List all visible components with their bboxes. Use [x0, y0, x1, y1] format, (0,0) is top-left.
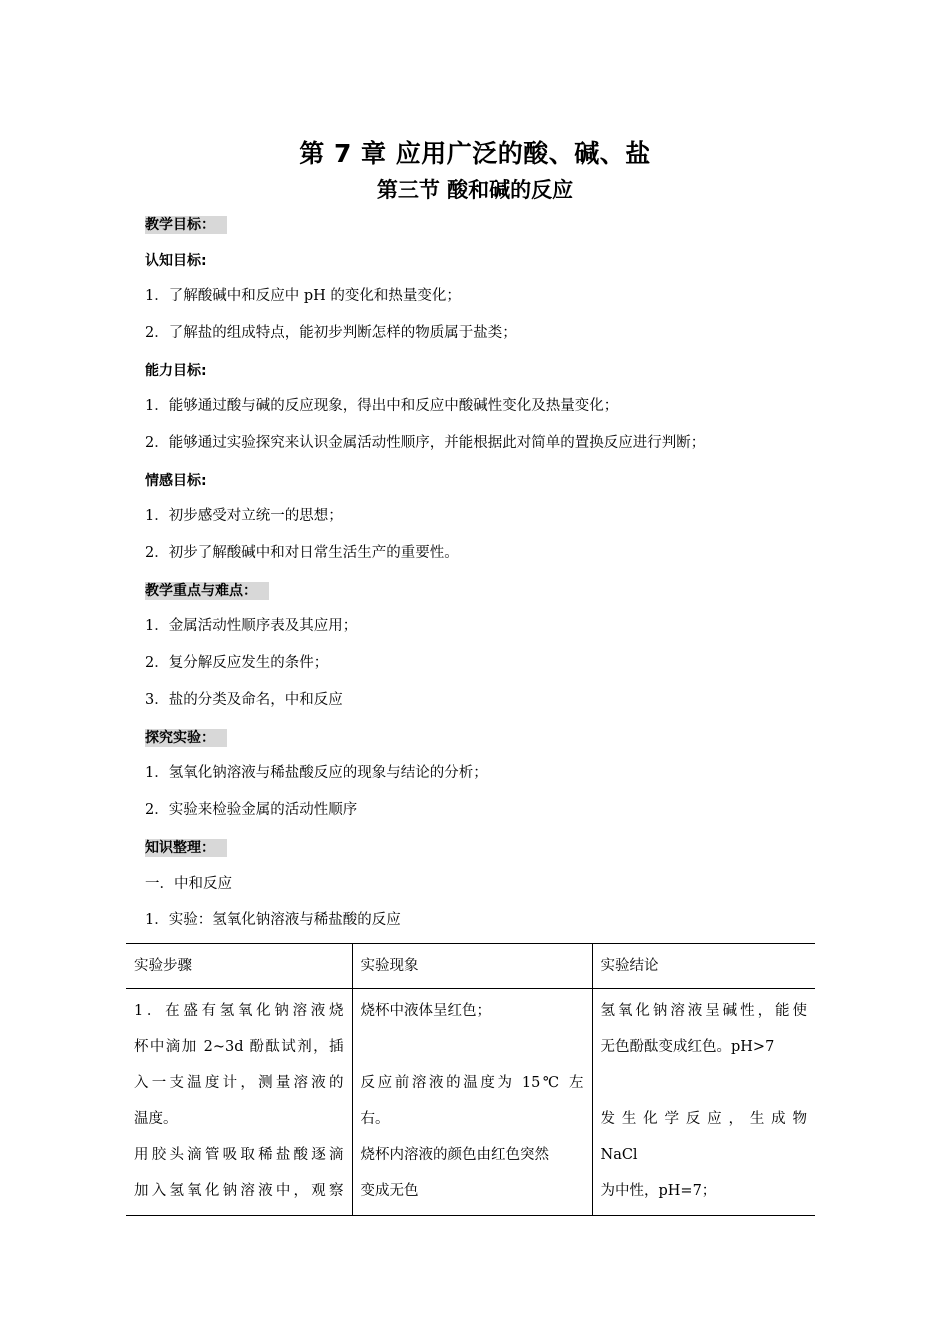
knowledge-sub: 1．实验：氢氧化钠溶液与稀盐酸的反应: [145, 912, 401, 928]
step-line: 加入氢氧化钠溶液中，观察: [134, 1183, 344, 1199]
conclusion-line: 发 生 化 学 反 应 ， 生 成 物: [600, 1111, 807, 1127]
phenomenon-line: 烧杯中液体呈红色；: [360, 1003, 491, 1019]
experiment-item: 1．氢氧化钠溶液与稀盐酸反应的现象与结论的分析；: [145, 765, 488, 781]
ability-goal-item: 2．能够通过实验探究来认识金属活动性顺序，并能根据此对简单的置换反应进行判断；: [145, 435, 706, 451]
phenomenon-line: 变成无色: [360, 1183, 419, 1199]
phenomenon-line: 反应前溶液的温度为 15℃ 左: [360, 1075, 584, 1091]
conclusion-line: 氢氧化钠溶液呈碱性，能使: [600, 1003, 807, 1019]
key-point-item: 2．复分解反应发生的条件；: [145, 655, 329, 671]
emotion-goal-item: 1．初步感受对立统一的思想；: [145, 508, 343, 524]
step-line: 用胶头滴管吸取稀盐酸逐滴: [134, 1147, 344, 1163]
phenomenon-line: 烧杯内溶液的颜色由红色突然: [360, 1147, 549, 1163]
experiment-table: [126, 943, 815, 1216]
key-points-heading: 教学重点与难点：: [145, 582, 269, 600]
section-title: 第三节 酸和碱的反应: [376, 178, 574, 202]
ability-goal-item: 1．能够通过酸与碱的反应现象，得出中和反应中酸碱性变化及热量变化；: [145, 398, 619, 414]
phenomena-cell: [352, 989, 592, 1216]
table-header-row: [126, 944, 815, 989]
chapter-title: 第 7 章 应用广泛的酸、碱、盐: [299, 139, 651, 168]
step-line: 杯中滴加 2~3d 酚酞试剂，插: [134, 1039, 344, 1055]
conclusion-line: 无色酚酞变成红色。pH>7: [600, 1039, 775, 1055]
step-line: 入一支温度计，测量溶液的: [134, 1075, 344, 1091]
experiment-item: 2．实验来检验金属的活动性顺序: [145, 802, 358, 818]
key-point-item: 1．金属活动性顺序表及其应用；: [145, 618, 358, 634]
step-line: 1．在盛有氢氧化钠溶液烧: [134, 1003, 344, 1019]
emotion-goal-item: 2．初步了解酸碱中和对日常生活生产的重要性。: [145, 545, 459, 561]
header-steps: 实验步骤: [126, 944, 352, 989]
conclusion-line: NaCl: [600, 1147, 638, 1163]
phenomenon-line: 右。: [360, 1111, 390, 1127]
knowledge-heading: 知识整理：: [145, 839, 227, 857]
cognitive-goal-item: 2．了解盐的组成特点，能初步判断怎样的物质属于盐类；: [145, 325, 517, 341]
conclusions-cell: [592, 989, 815, 1216]
steps-cell: [126, 989, 352, 1216]
experiments-heading: 探究实验：: [145, 729, 227, 747]
knowledge-section: 一．中和反应: [145, 876, 232, 892]
key-point-item: 3．盐的分类及命名，中和反应: [145, 692, 343, 708]
ability-goals-heading: 能力目标:: [145, 363, 207, 379]
cognitive-goals-heading: 认知目标:: [145, 253, 207, 269]
cognitive-goal-item: 1．了解酸碱中和反应中 pH 的变化和热量变化；: [145, 288, 461, 304]
step-line: 温度。: [134, 1111, 178, 1127]
teaching-goals-heading: 教学目标：: [145, 216, 227, 234]
header-phenomena: 实验现象: [352, 944, 592, 989]
header-conclusions: 实验结论: [592, 944, 815, 989]
emotion-goals-heading: 情感目标:: [145, 473, 207, 489]
table-row: [126, 989, 815, 1216]
conclusion-line: 为中性，pH=7；: [600, 1183, 717, 1199]
